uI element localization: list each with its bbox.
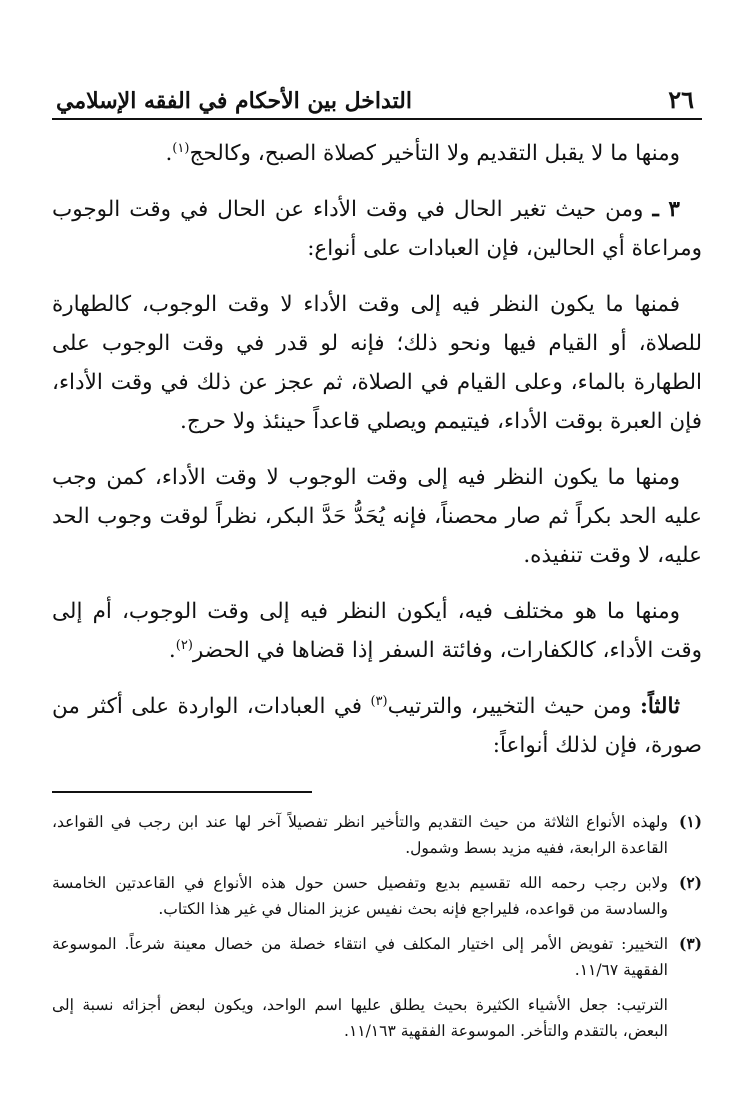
paragraph [52,285,702,441]
footnote-number: (٢) [678,873,702,892]
footnote-text: ولهذه الأنواع الثلاثة من حيث التقديم والتأخير انظر تفصيلاً آخر لها عند ابن رجب في القواعد، القاعدة الرابعة، ففيه مزيد بسط وشمول. [52,813,668,857]
footnote-text: ولابن رجب رحمه الله تقسيم بديع وتفصيل حسن حول هذه الأنواع في القاعدتين الخامسة والسادسة من قواعده، فليراجع فإنه بحث نفيس عزيز المنال في غير هذا الكتاب. [52,874,668,918]
running-header [52,70,702,120]
paragraph [52,190,702,268]
paragraph-text: ومنها ما يكون النظر فيه إلى وقت الوجوب لا وقت الأداء، كمن وجب عليه الحد بكراً ثم صار محصناً، فإنه يُحَدُّ حَدَّ البكر، نظراً لوقت وجوب الحد عليه، لا وقت تنفيذه. [52,465,702,568]
paragraph-text: . [168,638,176,663]
paragraph-text: . [165,141,173,166]
book-page [52,70,702,1053]
footnote-ref[interactable]: (٢) [175,637,193,653]
footnote-text: التخيير: تفويض الأمر إلى اختيار المكلف في انتقاء خصلة من خصال معينة شرعاً. الموسوعة الفقهية ١١/٦٧. [52,935,668,979]
paragraph-text: ومنها ما هو مختلف فيه، أيكون النظر فيه إلى وقت الوجوب، أم إلى وقت الأداء، كالكفارات، وفائتة السفر إذا قضاها في الحضر [52,599,702,663]
paragraph [52,458,702,575]
footnote [52,809,702,861]
paragraph-text: فمنها ما يكون النظر فيه إلى وقت الأداء لا وقت الوجوب، كالطهارة للصلاة، أو القيام فيها ونحو ذلك؛ فإنه لو قدر في وقت الوجوب على الطهارة بالماء، وعلى القيام في الصلاة، ثم عجز عن ذلك في وقت الأداء، فإن العبرة بوقت الأداء، فيتيمم ويصلي قاعداً حينئذ ولا حرج. [52,292,702,434]
paragraph-text: في العبادات، الواردة على أكثر من صورة، فإن لذلك أنواعاً: [52,694,702,758]
main-text [52,134,702,765]
paragraph-text: ومن حيث التخيير، والترتيب [387,694,640,719]
footnote-continuation: الترتيب: جعل الأشياء الكثيرة بحيث يطلق عليها اسم الواحد، ويكون لبعض أجزائه نسبة إلى البعض، بالتقدم والتأخر. الموسوعة الفقهية ١١/١٦٣. [52,996,668,1040]
paragraph-text: ومن حيث تغير الحال في وقت الأداء عن الحال في وقت الوجوب ومراعاة أي الحالين، فإن العبادات على أنواع: [52,197,702,261]
footnote-divider [52,791,312,793]
footnote-number: (٣) [678,934,702,953]
paragraph [52,687,702,765]
paragraph-text: ومنها ما لا يقبل التقديم ولا التأخير كصلاة الصبح، وكالحج [189,141,680,166]
paragraph [52,134,702,173]
section-number: ٣ ـ [652,197,680,222]
footnote-number: (١) [678,812,702,831]
page-number: ٢٦ [668,85,694,114]
footnote [52,931,702,983]
footnote [52,870,702,922]
footnotes [52,809,702,1044]
paragraph [52,592,702,670]
section-heading: ثالثاً: [639,694,680,719]
footnote-ref[interactable]: (١) [172,140,190,156]
footnote-ref[interactable]: (٣) [370,693,388,709]
book-title: التداخل بين الأحكام في الفقه الإسلامي [56,88,412,114]
